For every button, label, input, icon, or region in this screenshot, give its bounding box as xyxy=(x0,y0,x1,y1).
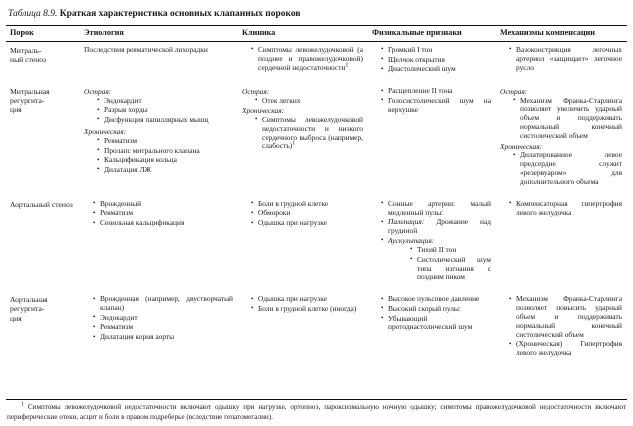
compensation-acute-list xyxy=(500,97,622,142)
list-item-text: Ревматизм xyxy=(104,135,138,145)
footnote-text xyxy=(6,403,627,422)
column-header-etiology: Этиология xyxy=(80,26,238,42)
subheading-acute: Острая: xyxy=(242,87,270,97)
list-item xyxy=(251,46,363,73)
list-item-text: (Хроническая) Гипертрофия левого желудочка xyxy=(516,339,622,358)
list-item-text: Расщепление II тона xyxy=(388,86,453,96)
list-item-text: Убывающий протодиастолический шум xyxy=(388,313,473,332)
list-item xyxy=(97,137,233,146)
list-item-text: Механизм Франка-Старлинга позволяет повысить ударный объем и поддерживать нормальный конечный систолический объем xyxy=(516,294,622,339)
cell-defect: Аортальный стеноз xyxy=(10,199,73,209)
list-item-text: Сенильная кальцификация xyxy=(100,218,185,228)
list-item xyxy=(251,305,363,314)
list-item xyxy=(251,200,363,209)
list-item xyxy=(509,200,622,218)
subheading-chronic: Хроническая: xyxy=(500,141,543,151)
footnote-marker: 1 xyxy=(292,140,296,147)
list-item xyxy=(255,116,363,152)
compensation-list xyxy=(500,295,622,358)
list-item xyxy=(97,166,233,175)
column-header-defect: Порок xyxy=(6,26,80,42)
clinic-list xyxy=(242,200,363,228)
cell-compensation xyxy=(496,83,627,196)
list-item xyxy=(93,200,233,209)
list-item xyxy=(93,219,233,228)
cell-clinic xyxy=(238,83,368,196)
palpation-label: Пальпация: xyxy=(388,217,425,227)
cell-clinic xyxy=(238,291,368,367)
cell-clinic xyxy=(238,41,368,83)
footnote-marker: 1 xyxy=(345,62,349,69)
list-item-text: Компенсаторная гипертрофия левого желудочка xyxy=(516,198,622,217)
list-item-text: Боли в грудной клетке (иногда) xyxy=(258,303,357,313)
column-header-compensation: Механизмы компенсации xyxy=(496,26,627,42)
list-item xyxy=(381,65,491,74)
list-item-text: Врожденная (например, двустворчатый клапан) xyxy=(100,294,233,313)
table-header xyxy=(6,26,627,42)
list-item-text: Дилатация корня аорты xyxy=(100,332,175,342)
list-item xyxy=(509,46,622,73)
list-item xyxy=(97,97,233,106)
list-item-text: Обмороки xyxy=(258,208,291,218)
table-row xyxy=(6,196,627,291)
list-item-text: Систолический шум типа изгнания с поздним пиком xyxy=(417,254,491,282)
list-item-text: Громкий I тон xyxy=(388,44,433,54)
list-item xyxy=(93,209,233,218)
column-header-physical: Физикальные признаки xyxy=(368,26,496,42)
table-row xyxy=(6,41,627,83)
footnote-marker: 1 xyxy=(21,401,24,408)
list-item xyxy=(410,256,491,283)
etiology-acute-list xyxy=(84,97,233,125)
list-item xyxy=(251,295,363,304)
etiology-list xyxy=(84,200,233,228)
list-item xyxy=(93,333,233,342)
table-row xyxy=(6,83,627,196)
list-item xyxy=(513,97,622,142)
list-item xyxy=(381,87,491,96)
cell-compensation xyxy=(496,196,627,291)
compensation-list xyxy=(500,200,622,218)
list-item-text: Эндокардит xyxy=(100,312,138,322)
list-item-text: Высокий скорый пульс xyxy=(388,303,461,313)
subheading-chronic: Хроническая: xyxy=(242,106,285,116)
list-item-text: Дилатированное левое предсердие служит «резервуаром» для дополнительного объема xyxy=(520,150,622,187)
list-item xyxy=(381,315,491,333)
list-item-text: Высокое пульсовое давление xyxy=(388,294,480,304)
list-item-text: Сонные артерии: малый медленный пульс xyxy=(388,198,491,217)
clinic-list xyxy=(242,295,363,314)
etiology-text: Последствия ревматической лихорадки xyxy=(84,44,208,54)
header-row xyxy=(6,26,627,42)
physical-list xyxy=(372,200,491,283)
footnote-section xyxy=(6,399,627,422)
list-item xyxy=(509,295,622,340)
list-item xyxy=(381,200,491,218)
list-item-text: Ревматизм xyxy=(100,322,134,332)
list-item-auscultation xyxy=(381,237,491,282)
subheading-acute: Острая: xyxy=(84,87,112,97)
table-caption xyxy=(6,6,627,25)
footnote-body: Симптомы левожелудочковой недостаточности включают одышку при нагрузке, ортопноэ, пароксизмальную ночную одышку; симптомы правожелудочковой недостаточности включают периферические отеки, асцит и боли в правом подреберье (вследствие гепатомегалии). xyxy=(7,403,626,421)
cell-compensation xyxy=(496,291,627,367)
list-item-text: Дилатация ЛЖ xyxy=(104,164,152,174)
list-item xyxy=(255,97,363,106)
list-item-text: Кальцификация кольца xyxy=(104,155,177,165)
list-item-text: Симптомы левожелудочковой (а позднее и правожелудочковой) сердечной недостаточности xyxy=(258,44,363,72)
list-item xyxy=(410,246,491,255)
cell-physical xyxy=(368,196,496,291)
subheading-acute: Острая: xyxy=(500,87,528,97)
table-body xyxy=(6,41,627,367)
list-item xyxy=(97,116,233,125)
cell-physical xyxy=(368,291,496,367)
list-item-text: Боли в грудной клетке xyxy=(258,198,329,208)
caption-number: Таблица 8.9. xyxy=(8,9,58,19)
list-item xyxy=(251,209,363,218)
caption-title: Краткая характеристика основных клапанных пороков xyxy=(59,9,301,19)
cell-defect: Аортальная регургита- ция xyxy=(10,295,48,323)
list-item-text: Тихий II тон xyxy=(417,244,457,254)
cell-defect: Митраль- ный стеноз xyxy=(10,45,47,65)
list-item-text: Голосистолический шум на верхушке xyxy=(388,95,491,114)
list-item xyxy=(513,151,622,187)
list-item-text: Ревматизм xyxy=(100,208,134,218)
list-item-text: Механизм Франка-Старлинга позволяет увеличить ударный объем и поддерживать нормальный конечный систолический объем xyxy=(520,95,622,141)
list-item-text: Одышка при нагрузке xyxy=(258,294,327,304)
list-item-text: Отек легких xyxy=(262,95,301,105)
list-item-text: Разрыв хорды xyxy=(104,105,148,115)
physical-list xyxy=(372,87,491,115)
table-row xyxy=(6,291,627,367)
valve-defects-table xyxy=(6,25,627,367)
etiology-list xyxy=(84,295,233,342)
list-item-text: Щелчок открытия xyxy=(388,54,445,64)
clinic-chronic-list xyxy=(242,116,363,152)
list-item-text: Пролапс митрального клапана xyxy=(104,145,200,155)
list-item xyxy=(381,97,491,115)
cell-etiology xyxy=(80,41,238,83)
compensation-list xyxy=(500,46,622,73)
palpation-text: Дрожание над грудиной xyxy=(388,217,491,236)
list-item xyxy=(381,56,491,65)
cell-etiology xyxy=(80,291,238,367)
list-item-text: Эндокардит xyxy=(104,95,142,105)
column-header-clinic: Клиника xyxy=(238,26,368,42)
clinic-acute-list xyxy=(242,97,363,106)
list-item-text: Дисфункция папиллярных мышц xyxy=(104,114,209,124)
list-item xyxy=(509,340,622,358)
list-item-text: Врожденный xyxy=(100,198,142,208)
list-item xyxy=(97,106,233,115)
list-item xyxy=(93,295,233,313)
cell-etiology xyxy=(80,83,238,196)
cell-defect: Митральная регургита- ция xyxy=(10,87,50,115)
list-item xyxy=(381,46,491,55)
subheading-chronic: Хроническая: xyxy=(84,127,127,137)
etiology-chronic-list xyxy=(84,137,233,175)
list-item xyxy=(97,147,233,156)
list-item-text: Диастолический шум xyxy=(388,64,456,74)
list-item xyxy=(381,305,491,314)
physical-list xyxy=(372,295,491,332)
cell-etiology xyxy=(80,196,238,291)
list-item xyxy=(93,323,233,332)
cell-clinic xyxy=(238,196,368,291)
cell-physical xyxy=(368,41,496,83)
list-item xyxy=(251,219,363,228)
physical-list xyxy=(372,46,491,74)
cell-compensation xyxy=(496,41,627,83)
cell-physical xyxy=(368,83,496,196)
list-item-text: Симптомы левожелудочковой недостаточности и низкого сердечного выброса (например, слабость) xyxy=(262,114,363,151)
footnote-divider xyxy=(6,399,627,400)
clinic-list xyxy=(242,46,363,73)
list-item xyxy=(381,295,491,304)
list-item-text: Одышка при нагрузке xyxy=(258,218,327,228)
list-item-palpation xyxy=(381,218,491,236)
list-item xyxy=(93,314,233,323)
list-item xyxy=(97,156,233,165)
compensation-chronic-list xyxy=(500,151,622,187)
auscultation-list xyxy=(388,246,491,282)
auscultation-label: Аускультация: xyxy=(388,235,435,245)
list-item-text: Вазоконстрикция легочных артериол «защищает» легочное русло xyxy=(516,44,622,72)
